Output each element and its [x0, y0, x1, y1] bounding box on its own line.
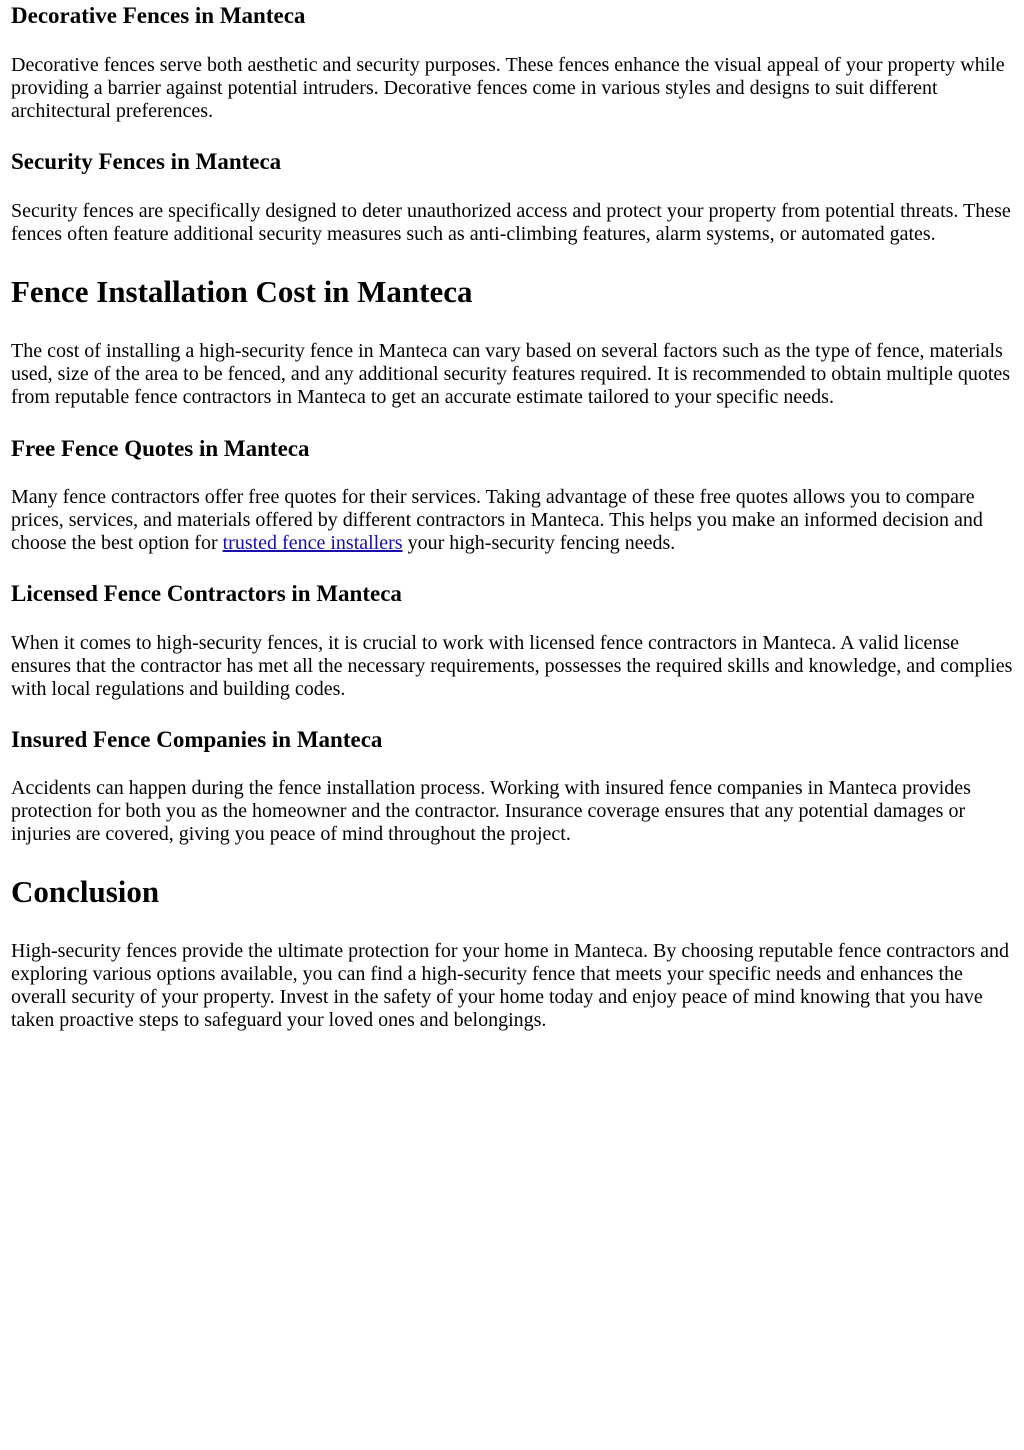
section-heading-licensed-contractors: Licensed Fence Contractors in Manteca: [11, 581, 402, 606]
section-body-installation-cost: The cost of installing a high-security fence in Manteca can vary based on several factors such as the type of fence, materials used, size of the area to be fenced, and any additional security features required. It is recommended to obtain multiple quotes from reputable fence contractors in Manteca to get an accurate estimate tailored to your specific needs.: [11, 340, 1011, 408]
section-heading-security-fences: Security Fences in Manteca: [11, 149, 282, 174]
section-body-conclusion: High-security fences provide the ultimate protection for your home in Manteca. By choosing reputable fence contractors and exploring various options available, you can find a high-security fence that meets your specific needs and enhances the overall security of your property. Invest in the safety of your home today and enjoy peace of mind knowing that you have taken proactive steps to safeguard your loved ones and belongings.: [11, 940, 1009, 1031]
free-quotes-text-after-link: your high-security fencing needs.: [402, 532, 676, 554]
free-quotes-text-before-link: Many fence contractors offer free quotes for their services. Taking advantage of these free quotes allows you to compare prices, services, and materials offered by different contractors in Manteca. This helps you make an informed decision and choose the best option for: [11, 486, 983, 554]
article: [0, 2, 1024, 1032]
section-body-insured-companies: Accidents can happen during the fence installation process. Working with insured fence companies in Manteca provides protection for both you as the homeowner and the contractor. Insurance coverage ensures that any potential damages or injuries are covered, giving you peace of mind throughout the project.: [11, 777, 971, 845]
section-heading-free-quotes: Free Fence Quotes in Manteca: [11, 436, 310, 461]
section-heading-conclusion: Conclusion: [11, 874, 160, 909]
section-heading-insured-companies: Insured Fence Companies in Manteca: [11, 727, 383, 752]
section-body-security-fences: Security fences are specifically designed to deter unauthorized access and protect your property from potential threats. These fences often feature additional security measures such as anti-climbing features, alarm systems, or automated gates.: [11, 200, 1011, 245]
trusted-fence-installers-link[interactable]: trusted fence installers: [222, 532, 403, 554]
section-body-licensed-contractors: When it comes to high-security fences, it is crucial to work with licensed fence contractors in Manteca. A valid license ensures that the contractor has met all the necessary requirements, possesses the required skills and knowledge, and complies with local regulations and building codes.: [11, 632, 1013, 700]
section-body-free-quotes: [11, 486, 1014, 555]
section-heading-installation-cost: Fence Installation Cost in Manteca: [11, 274, 473, 309]
section-body-decorative-fences: Decorative fences serve both aesthetic and security purposes. These fences enhance the visual appeal of your property while providing a barrier against potential intruders. Decorative fences come in various styles and designs to suit different architectural preferences.: [11, 54, 1005, 122]
section-heading-decorative-fences: Decorative Fences in Manteca: [11, 3, 306, 28]
